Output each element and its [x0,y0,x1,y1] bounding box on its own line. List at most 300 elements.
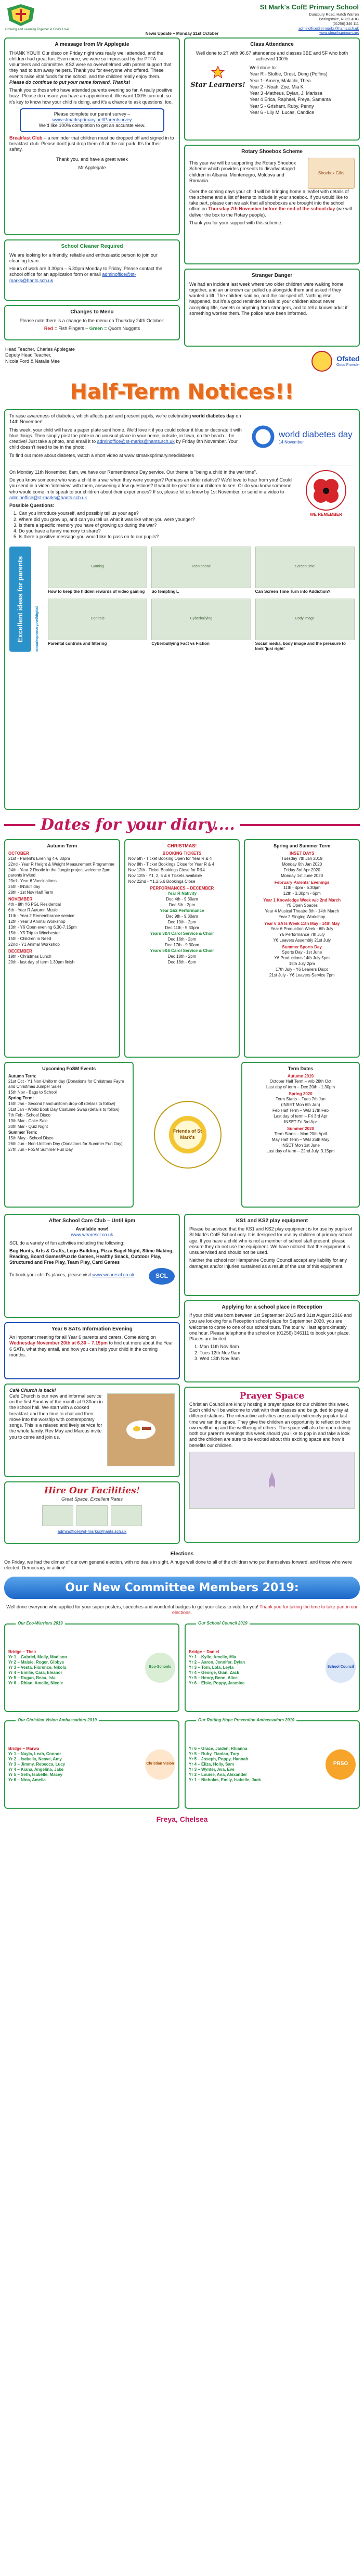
committee-row-2 [4,1717,360,1809]
shoebox-text2 [189,189,355,218]
list-item: Monday 6th Jan 2020 [282,861,322,867]
eco-logo-text: Eco-Schools [149,1665,172,1669]
list-item: Year R - Stoltie, Orest, Dong (Poffins) [250,71,328,77]
accreditation-badges [184,351,360,372]
cleaner-title: School Cleaner Required [61,244,123,249]
ofsted-badge [336,354,360,368]
after-school-title: After School Care Club – Until 6pm [48,1217,136,1224]
tile-image: Teen phone [151,547,251,588]
eco-schools-icon [145,1653,175,1683]
summer-label: Summer Sports Day [282,944,322,949]
breakfast-club-body: – a reminder that children must be dropped off and signed in to breakfast club. Please don't just drop them off at the car park. It's for their safety. [9,135,174,152]
spring-2020-label: Spring 2020 [289,1091,313,1096]
world-diabetes-logo [251,413,355,461]
menu-change: Red = Fish Fingers – Green = Quorn Nuggets [44,325,140,331]
list-item: Year 3 -Matheus, Dylan, J, Marissa [250,91,322,96]
safety-tile[interactable] [151,599,251,652]
signature-line: Head Teacher, Charles Applegate [5,347,75,352]
tile-image: Body image [255,599,355,640]
diabetes-p1 [9,413,245,425]
online-safety-section [9,547,355,652]
list-item: 19th - Christmas Lunch [8,954,51,959]
list-item: Year 4 Erica, Raphael, Freya, Samanta [250,97,331,103]
sats-date: Wednesday November 20th at 6.30 – 7.15pm [9,1340,108,1346]
after-school-subtitle: Available now! [75,1226,109,1232]
wdd-text [279,429,353,445]
list-item: Well done to: [250,65,277,70]
safety-tile[interactable] [48,599,147,652]
star-learners-list [250,65,331,116]
month-label: DECEMBER [8,948,32,954]
rotting-hope-group [185,1717,360,1809]
list-item: 15th - Y5 Trip to Winchester [8,930,60,935]
list-item: 21st July - Y6 Leavers Service 7pm [269,972,335,978]
lower-right-column [184,1214,360,1544]
diabetes-p2 [9,427,245,451]
stranger-title: Stranger Danger [251,273,293,278]
list-item: Bridge – Their [8,1649,36,1654]
address-line: Dunsbury Road, Hatch Warren [309,13,359,17]
list-item: 15th Nov - Bags to School [8,1089,57,1095]
list-item: Yr 5 – Rogan, Beau, Isla [8,1675,56,1680]
list-item: Dec 10th - 2pm [167,919,197,924]
list-item: Yr 3 – Vesta, Florence, Nikola [8,1665,67,1670]
attendance-title: Class Attendance [250,42,294,47]
cleaner-email-link[interactable]: adminoffice@st-marks@hants.sch.uk [9,272,136,283]
survey-label: Please complete our parent survey – [54,111,131,117]
list-item: Dec 4th - 9.30am [166,896,198,902]
list-item: 22nd - Y1 Animal Workshop [8,942,60,947]
list-item: (INSET Mon 6th Jan) [281,1102,320,1107]
month-label: OCTOBER [8,851,29,856]
list-item: INSET Mon 1st June [281,1143,320,1148]
signature-line: Nicola Ford & Natalie Mee [5,358,60,364]
scl-activities: Bug Hunts, Arts & Crafts, Lego Building, Pizza Bagel Night, Slime Making, Reading, Board Games/Puzzle Games, Healthy Snack, Outdoor Play, Structured and Free Play, Team Play, Card Games [9,1248,174,1265]
knowledge-label: Year 1 Knowledge Week w/c 2nd March [263,897,341,903]
rrs-label: Our Rotting Hope Prevention Ambassadors 2019 [196,1718,296,1723]
fosm-events-col [4,1062,134,1208]
christian-list [8,1746,141,1783]
diary-banner [0,815,364,835]
inset-label: INSET DAYS [290,851,315,856]
wdd-title: world diabetes day [279,429,353,439]
list-item: 22nd - Year R Height & Weight Measurement Programme [8,861,114,867]
email-link[interactable]: adminoffice@st-marks@hants.sch.uk [298,27,359,31]
welcome-box [4,37,180,235]
diabetes-p2-text: This week, your child will have a paper plate sent home. We'd love it if you could colour it blue or decorate it with blue things. Then simply post the plate in an unusual place in your home, outside, in town, on the beach... be creative! Just take a photo, and email it to [9,427,242,444]
list-item: Yr 1 – Gabriel, Molly, Madison [8,1654,67,1659]
list-item: 4. Do you have a funny memory to share? [14,528,101,534]
cafe-church-box [4,1384,180,1477]
shoebox-thanks: Thank you for your support with this scheme. [189,220,283,225]
carol2-label: Years 5&6 Carol Service & Choir [150,948,214,953]
right-column [184,37,360,372]
carol-label: Years 3&4 Carol Service & Choir [150,931,214,936]
council-logo-text: School Council [327,1665,354,1669]
menu-red-change: = Fish Fingers [54,325,84,331]
list-item: Yr 5 – Seth, Isabelle, Macey [8,1772,63,1777]
list-item: 26th Jun - Non-Uniform Day (Donations for Summer Fun Day) [8,1141,123,1146]
divider [240,824,360,826]
autumn-2019-label: Autumn 2019 [287,1073,314,1078]
tile-title: Social media, body image and the pressure to look 'just right' [255,641,346,651]
shoebox-text3: (we will deliver the box to the Rotary people). [189,206,352,218]
shoebox-text2-body: Over the coming days your child will be bringing home a leaflet with details of the scheme and a list of items to include in your shoebox. If you would like to take part, please can we ask that all shoeboxes are brought into the school office on [189,188,349,212]
list-item: 31st Jan - World Book Day Costume Swap (details to follow) [8,1107,120,1112]
website-link[interactable]: www.stmarksprimary.net [319,31,359,35]
autumn-title: Autumn Term [47,843,77,848]
list-item: Yr 2 – Maisie, Roger, Gibbys [8,1659,64,1665]
prayer-space-box [184,1387,360,1543]
list-item: 20th - last day of term 1.30pm finish [8,959,75,965]
welcome-text [9,50,175,86]
list-item: 5. Is there a positive message you would like to pass on to our pupils? [14,534,159,540]
school-address [260,3,359,36]
menu-red-label: Red [44,325,53,331]
shoebox-box [184,145,360,264]
news-update-date: News Update – Monday 21st October [145,31,219,36]
star-learners-badge [189,65,246,90]
list-item: May Half Term – W/B 25th May [271,1137,330,1142]
after-school-box [4,1214,180,1318]
list-item: Yr 1 – Nayla, Leah, Connor [8,1751,61,1756]
eco-label: Our Eco-Warriors 2019 [16,1621,65,1626]
tile-title: Parental controls and filtering [48,641,107,646]
list-item: Dec 11th - 5.30pm [165,925,199,930]
shoebox-intro [189,158,355,189]
tile-title: So tempting!.. [151,589,179,594]
poppy-badge [297,469,355,540]
tile-image: Controls [48,599,147,640]
diary-title: Dates for your diary.... [41,816,235,834]
safety-tile[interactable] [151,547,251,594]
list-item: Bridge – Daniel [189,1649,219,1654]
safety-sidebar-text: Excellent ideas for parents [16,555,24,642]
list-item: Dec 16th - 2pm [167,936,197,942]
remembrance-question [9,477,292,501]
list-item: 25th - INSET day [8,884,41,889]
school-tagline: Growing and Learning Together in God's Love [5,28,69,31]
list-item: Dec 5th - 2pm [168,902,196,907]
ofsted-sub: Good Provider [336,363,360,367]
star-icon [211,65,225,80]
menu-box [4,305,180,340]
list-item: 21st Oct - Y1 Non-Uniform day (Donations for Christmas Fayre and Christmas Jumper Sale) [8,1078,124,1089]
list-item: 20th Mar - Quiz Night [8,1124,48,1129]
ks1-text2: Neither the school nor Hampshire County Council accept any liability for any damages and/or injuries sustained as a result of the use of this equipment. [189,1258,347,1269]
ks1-text: Please be advised that the KS1 and KS2 play equipment is for use by pupils of St Mark's CofE School only. It is designed for use by children of primary school age. If you have a child who is not a member of school staff present, please ensure they do not use the equipment. We have noticed that the equipment is unsupervised and should not be used. [189,1226,353,1255]
diabetes-p1b: on 14th November! [9,413,241,425]
list-item: 23rd - Year 6 Vaccinations [8,878,57,883]
signature-block [4,345,180,366]
feb-label: February Parents' Evenings [274,880,330,885]
list-item: Dec 17th - 9.30am [165,942,199,947]
welcome-emphasis: Please do continue to put your name forward. Thanks! [9,79,131,85]
hire-room-image [111,1505,142,1526]
prso-logo-text: PRSO [333,1761,348,1767]
play-equipment-box [184,1214,360,1296]
school-name: St Mark's CofE Primary School [259,3,359,11]
list-item: Yr 5 – Ruby, Tianlan, Tory [189,1751,239,1756]
list-item: 28th - 1st Nov Half Term [8,890,54,895]
list-item: October Half Term – w/b 28th Oct [269,1078,332,1084]
list-item: 24th - Year 2 Rootle in the Jungle project welcome 2pm parents invited [8,867,111,878]
diabetes-p3: To find out more about diabetes, watch a short video at www.stmarksprimary.net/diabetes [9,452,194,458]
hire-images [8,1505,176,1526]
list-item: INSET Fri 3rd Apr [284,1119,317,1124]
sats-label: Year 6 SATs Week 11th May - 14th May [264,921,340,926]
committee-thanks: Thank you for taking the time to take part in our elections. [172,1604,358,1616]
safety-sidebar [9,547,31,652]
perf-label: PERFORMANCES – DECEMBER [150,885,214,891]
remembrance-email-link[interactable]: adminoffice@st-marks@hants.sch.uk [9,494,87,500]
list-item: Year 2 Singing Workshop [278,914,326,919]
list-item: Y5 Open Spaces [286,903,318,908]
tour-text: If your child was born between 1st September 2015 and 31st August 2016 and you are looking for a Reception school place for September 2020, you are welcome to come to one of our school tours. The tour will last approximately one hour. Please telephone the school on (01256) 346111 to book your place. Places are limited: [189,1313,352,1341]
list-item: Nov 5th - Ticket Booking Open for Year R & 4 [128,856,212,861]
survey-note: We'd like 100% completion to get an accurate view. [38,123,146,129]
elections-title: Elections [170,1551,194,1557]
we-remember-label: WE REMEMBER [310,512,342,517]
term-dates-col [241,1062,360,1208]
attendance-box [184,37,360,141]
address-line: Basingstoke, RG22 4UG [319,18,359,21]
christian-label: Our Christian Vision Ambassadors 2019 [16,1718,99,1723]
ofsted-logo: Ofsted [336,354,360,363]
list-item: 13th - Y6 Open evening 6.30-7.15pm [8,924,77,930]
cafe-image [107,1393,175,1466]
list-item: Bridge – Marwa [8,1746,40,1751]
remembrance-intro: On Monday 11th November, 8am, we have our Remembrance Day service. Our theme is "being a child in the war time". [9,469,257,475]
half-term-section [0,409,364,810]
list-item: Y6 Productions 14th July 5pm [274,955,330,960]
spring-title: Spring and Summer Term [274,843,331,848]
list-item: Yr 6 – Grace, Jaiden, Rhianna [189,1746,248,1751]
welcome-p1: THANK YOU!!! Our disco on Friday night was really well attended, and the children had great fun. Even more, we were so impressed by the PTFA volunteers and committee. KS2 were so overwhelmed with parent support that they had to turn away helpers. Thank you for everyone who offered. These events raise vital funds for the school, and the children really enjoy them. [9,50,172,79]
list-item: 11th - Year 2 Remembrance service [8,913,75,918]
christmas-title: CHRISTMAS! [167,843,197,848]
list-item: Term Starts – Tues 7th Jan [276,1096,326,1101]
hire-email-link[interactable]: adminoffice@st-marks@hants.sch.uk [57,1529,127,1534]
list-item: Year 2 - Noah, Zoe, Mia K [250,84,304,90]
left-column [4,37,180,372]
stranger-danger-box [184,269,360,347]
list-item: Year R Nativity [167,891,197,896]
questions-list [9,511,292,540]
signoff-name: Mr Applegate [78,164,106,170]
autumn-term-col [4,839,120,1058]
list-item: Yr 4 – Emilie, Cara, Eleanor [8,1670,62,1675]
diary-columns [0,839,364,1058]
breakfast-club-name: Breakfast Club [9,135,43,141]
shoebox-image: Shoebox Gifts [308,158,355,189]
sats-text [9,1335,175,1358]
christmas-col [124,839,240,1058]
list-item: Y6 Leavers Assembly 21st July [273,937,331,943]
list-item: Y6 Performance 7th July [279,932,325,937]
list-item: Yr 2 – Isabella, Neave, Amy [8,1756,62,1761]
shoebox-deadline: Thursday 7th November before the end of the school day [208,206,335,212]
list-item: Nov 12th - Y1, 2, 5 & 6 Tickets available [128,873,202,878]
menu-text: Please note there is a change to the menu on Thursday 24th October: [19,318,165,323]
hire-subtitle: Great Space, Excellent Rates [61,1496,123,1502]
survey-callout [20,108,164,132]
award-badge-icon [311,351,332,372]
list-item: 4th - 8th Y6 PGL Residential [8,902,61,907]
diabetes-p1-text: To raise awareness of diabetes, which affects past and present pupils, we're celebrating [9,413,191,418]
cafe-title: Café Church is back! [9,1387,56,1393]
list-item: Yr 3 – Wynter, Ava, Eve [189,1767,235,1772]
survey-link[interactable]: www.stmarksprimary.net/Parentsurvey [52,117,132,122]
parents-evening-text: Thank you to those who have attended parents evening so far. A really positive buzz. Please do ensure you have an appointment. We want 100% turn out, so it's key to know how your child is doing, and it's a chance to ask questions, too. [9,87,173,105]
eco-warriors-group [4,1620,179,1712]
list-item: 12th - Year 3 Animal Workshop [8,919,66,924]
safety-tile[interactable] [48,547,147,594]
prso-icon [326,1749,356,1780]
committee-text [4,1604,360,1616]
half-term-box [4,409,360,810]
scl-logo-icon: SCL [149,1268,175,1285]
fosm-title: Upcoming FoSM Events [42,1065,96,1071]
list-item: 15th May - School Disco [8,1135,54,1140]
signoff: Thank you, and have a great week [56,157,128,162]
school-council-icon [326,1653,356,1683]
list-item: Year 6 Production Week - 6th July [270,926,333,931]
tile-image: Gaming [48,547,147,588]
safety-tile[interactable] [255,547,355,594]
cleaner-box [4,239,180,301]
cleaner-text: We are looking for a friendly, reliable and enthusiastic person to join our cleaning team. [9,252,158,263]
wdd-date: 14 November [279,440,304,445]
shoebox-text: This year we will be supporting the Rotary Shoebox Scheme which provides presents to disadvantaged children in Albania, Montenegro, Moldova and Romania. [189,160,296,183]
praying-hands-icon [262,1470,282,1491]
council-label: Our School Council 2019 [196,1621,250,1626]
tile-title: Cyberbullying Fact vs Fiction [151,641,210,646]
hire-hall-image [42,1505,73,1526]
list-item: 2. Where did you grow up, and can you tell us what it was like when you were younger? [14,516,195,522]
menu-green-label: Green [89,325,103,331]
list-item: Dec 18th - 2pm [167,954,197,959]
list-item: Yr 4 – Eliza, Holly, Sam [189,1761,234,1767]
list-item: Feb Half Term – W/B 17th Feb [272,1108,329,1113]
phone-number: (01256) 346 111 [332,22,359,26]
star-learners-title: Star Learners! [190,81,245,90]
diabetes-text [9,413,245,461]
list-item: Yr 2 – Aaron, Jennifer, Dylan [189,1659,245,1665]
list-item: 1. Mon 11th Nov 9am [194,1344,239,1350]
committee-section [0,1577,364,1824]
school-council-group [185,1620,360,1712]
breakfast-club-text [9,135,175,153]
sats-text-body: An important meeting for all Year 6 parents and carers. Come along on [9,1335,156,1340]
list-item: 3. Is there a specific memory you have of growing up during the war? [14,522,157,528]
hire-box [4,1481,180,1544]
shoebox-title: Rotary Shoebox Scheme [241,149,303,155]
list-item: Term Starts – Mon 20th April [274,1131,327,1136]
remembrance-text [9,469,292,540]
stranger-text: We had an incident last week where two older children were walking home together, and an unknown car pulled up alongside them and asked if they wanted a lift. The children said no, and the car sped off. Nothing else happened, but it's a good reminder to talk to your children about never accepting lifts, sweets or anything from strangers, and to tell a known adult if something worries them. The police have been informed. [189,281,348,316]
list-item: Yr 6 – Nina, Amelia [8,1777,46,1782]
fosm-logo [138,1062,237,1208]
diabetes-bold: world diabetes day [192,413,235,418]
breakfast-plate-icon [125,1419,157,1440]
lower-section [0,1208,364,1544]
list-item: Yr 1 – Nicholas, Emily, Isabelle, Jack [189,1777,261,1782]
top-section [0,37,364,372]
council-list [189,1649,321,1686]
cleaner-hours-text: Hours of work are 3.30pm – 5.30pm Monday to Friday. Please contact the school office for an application form or email [9,266,162,277]
list-item: Dec 9th - 9.30am [166,913,198,919]
remembrance-question-text: Do you know someone who was a child in a war when they were younger? Perhaps an older relative? We'd love to hear from you! Could you send in a video 'interview' with them, answering a few questions? It would be great for our children to see. Or do you know someone who would come in to speak to our children about their experiences? If so, please let us know by 1st November, or send in a video to [9,477,292,494]
list-item: Nov 8th - Ticket Bookings Close for Year R & 4 [128,861,215,867]
safety-sidebar-link[interactable]: stmarksprimary.net/digital [35,606,39,652]
list-item: Last day of term – Fri 3rd Apr [274,1113,328,1119]
list-item: Spring Term: [8,1095,34,1100]
tile-image: Cyberbullying [151,599,251,640]
sats-info-box [4,1322,180,1379]
list-item: 21st - Parent's Evening 4-6.30pm [8,856,70,861]
list-item: Yr 4 – George, Gian, Zack [189,1670,239,1675]
welcome-title: A message from Mr Applegate [55,42,129,47]
list-item: 15th - Children in Need [8,936,51,941]
prayer-text: Christian Council are kindly hosting a prayer space for our children this week. Each child will be welcome to visit with their classes and be guided to pray at different stations. The interactive activities are usually extremely popular last time we ran the space. They give the children an opportunity to reflect on their own wellbeing and the wellbeing of others. The space will also be open during both our parent's evenings this week should you like to pop in and take a look and the children are sure to be excited about this exciting space and how it benefits our children. [189,1401,351,1448]
fosm-logo-text: Friends of St Mark's [173,1128,202,1140]
list-item: Yr 1 – Kylie, Amelie, Mia [189,1654,237,1659]
blue-circle-icon [251,424,276,449]
diabetes-email-link[interactable]: adminoffice@st-marks@hants.sch.uk [97,439,175,444]
list-item: Year 6 - Lily M, Lucas, Candice [250,109,315,115]
list-item: Yr 6 – Elsie, Poppy, Jasmine [189,1680,245,1685]
scl-link[interactable]: www.wearescl.co.uk [71,1232,113,1238]
month-label: NOVEMBER [8,896,33,902]
half-term-title: Half-Term Notices!! [70,380,294,404]
list-item: 2. Tues 12th Nov 9am [194,1350,241,1355]
list-item: Monday 1st June 2020 [281,873,323,878]
scl-text: SCL do a variety of fun activities including the following: [9,1240,125,1246]
list-item: Friday 3rd Apr 2020 [283,867,320,872]
fosm-section [0,1058,364,1208]
safety-tile[interactable] [255,599,355,652]
summer-2020-label: Summer 2020 [287,1126,315,1131]
committee-banner: Our New Committee Members 2019: [4,1577,360,1600]
list-item: Nov 12th - Ticket Bookings Close for R&4 [128,867,205,872]
poppy-icon [305,469,347,511]
list-item: Year 4 Musical Theatre 9th - 14th March [265,908,339,913]
signature-line: Deputy Head Teacher, [5,352,51,358]
list-item: 13th Mar - Cake Sale [8,1118,48,1123]
committee-text1: Well done everyone who applied for your super posters, speeches and wonderful badges to get your class to vote for you! [6,1604,258,1609]
remembrance-section [9,469,355,540]
eco-list [8,1649,141,1686]
sats-title: Year 6 SATs Information Evening [51,1326,133,1332]
scl-book-text [9,1272,146,1278]
elections-text: On Friday, we had the climax of our own general election, with no deals in sight. A huge well done to all of the children who put themselves forward, and those who were elected. Democracy in action! [4,1559,352,1571]
ks1-title: KS1 and KS2 play equipment [236,1217,308,1224]
questions-title: Possible Questions: [9,503,55,508]
scl-book-link[interactable]: www.wearescl.co.uk [92,1272,135,1277]
christian-logo-text: Christian Vision [146,1762,174,1766]
list-item: Last day of term – Dec 20th - 1.30pm [266,1084,335,1089]
committee-row-1 [4,1620,360,1712]
list-item: Year 1- Amery, Malachi, Thea [250,78,311,83]
list-item: 15th Jan - Second hand uniform drop-off (details to follow) [8,1101,115,1106]
prayer-title: Prayer Space [239,1390,305,1401]
list-item: Yr 5 – Joseph, Poppy, Hannah [189,1756,249,1761]
tour-dates [189,1344,355,1362]
sats-text2: to find out more about the Year 6 SATs, what they entail, and how you can help your child in the coming months. [9,1340,173,1357]
reception-tour-box [184,1300,360,1382]
diabetes-p2b: by Friday 8th November. Your child doesn't need to be in the photo. [9,439,238,450]
